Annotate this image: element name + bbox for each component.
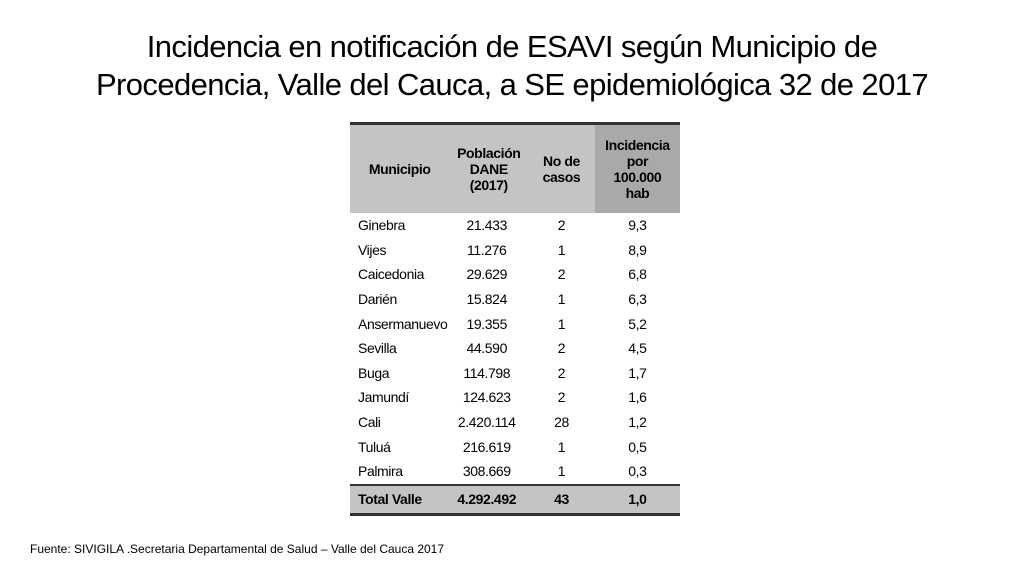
- cell-poblacion: 2.420.114: [457, 414, 516, 431]
- cell-municipio: Caicedonia: [358, 266, 425, 283]
- title-line-2: Procedencia, Valle del Cauca, a SE epidemiológica 32 de 2017: [95, 67, 928, 102]
- cell-incidencia: 0,5: [628, 438, 647, 455]
- cell-municipio: Ginebra: [358, 217, 406, 234]
- table-row: [350, 434, 680, 459]
- cell-incidencia: 9,3: [628, 217, 647, 234]
- table-header-row: [350, 124, 680, 214]
- cell-casos: 1: [557, 463, 566, 480]
- total-casos: 43: [528, 485, 595, 515]
- table-row: [350, 361, 680, 386]
- cell-poblacion: 29.629: [466, 266, 507, 283]
- total-municipio: Total Valle: [350, 485, 449, 515]
- cell-poblacion: 19.355: [466, 315, 507, 332]
- cell-incidencia: 6,8: [628, 266, 647, 283]
- cell-municipio: Tuluá: [358, 438, 391, 455]
- cell-municipio: Sevilla: [358, 340, 397, 357]
- cell-incidencia: 8,9: [628, 241, 647, 258]
- cell-casos: 2: [557, 217, 566, 234]
- cell-poblacion: 11.276: [467, 241, 507, 258]
- cell-municipio: Cali: [358, 414, 381, 431]
- cell-incidencia: 4,5: [628, 340, 647, 357]
- cell-municipio: Palmira: [358, 463, 403, 480]
- cell-municipio: Jamundí: [358, 389, 409, 406]
- cell-municipio: Buga: [358, 364, 390, 381]
- table-row: [350, 385, 680, 410]
- cell-incidencia: 0,3: [628, 463, 647, 480]
- cell-poblacion: 44.590: [466, 340, 507, 357]
- cell-incidencia: 5,2: [628, 315, 647, 332]
- table-row: [350, 262, 680, 287]
- cell-casos: 2: [557, 364, 566, 381]
- cell-municipio: Vijes: [358, 241, 387, 258]
- cell-municipio: Ansermanuevo: [358, 315, 448, 332]
- cell-poblacion: 216.619: [462, 438, 511, 455]
- cell-casos: 1: [557, 291, 566, 308]
- table-row: [350, 287, 680, 312]
- header-poblacion: Población DANE (2017): [449, 124, 528, 214]
- total-incidencia: 1,0: [595, 485, 680, 515]
- cell-poblacion: 21.433: [466, 217, 507, 234]
- cell-casos: 1: [557, 315, 566, 332]
- cell-casos: 2: [557, 340, 566, 357]
- cell-casos: 2: [557, 389, 566, 406]
- cell-municipio: Darién: [358, 291, 397, 308]
- header-incidencia: Incidencia por 100.000 hab: [595, 124, 680, 214]
- header-municipio: Municipio: [350, 124, 449, 214]
- table-row: [350, 336, 680, 361]
- total-row: [350, 485, 680, 515]
- cell-casos: 1: [557, 438, 566, 455]
- cell-poblacion: 15.824: [466, 291, 507, 308]
- table-row: [350, 410, 680, 435]
- table-row: [350, 213, 680, 238]
- total-poblacion: 4.292.492: [449, 485, 528, 515]
- cell-casos: 28: [554, 414, 569, 431]
- cell-poblacion: 308.669: [462, 463, 511, 480]
- title-line-1: Incidencia en notificación de ESAVI según Municipio de: [146, 29, 878, 64]
- cell-incidencia: 6,3: [628, 291, 647, 308]
- slide-title: [0, 28, 1024, 104]
- table-row: [350, 238, 680, 263]
- cell-poblacion: 114.798: [463, 364, 511, 381]
- table-row: [350, 459, 680, 485]
- cell-incidencia: 1,6: [628, 389, 647, 406]
- cell-incidencia: 1,7: [628, 364, 647, 381]
- source-footnote: Fuente: SIVIGILA .Secretaria Departamental de Salud – Valle del Cauca 2017: [30, 542, 445, 556]
- cell-incidencia: 1,2: [628, 414, 647, 431]
- table-row: [350, 311, 680, 336]
- cell-casos: 2: [557, 266, 566, 283]
- cell-casos: 1: [557, 241, 566, 258]
- header-casos: No de casos: [528, 124, 595, 214]
- cell-poblacion: 124.623: [462, 389, 511, 406]
- incidence-table: [350, 122, 680, 516]
